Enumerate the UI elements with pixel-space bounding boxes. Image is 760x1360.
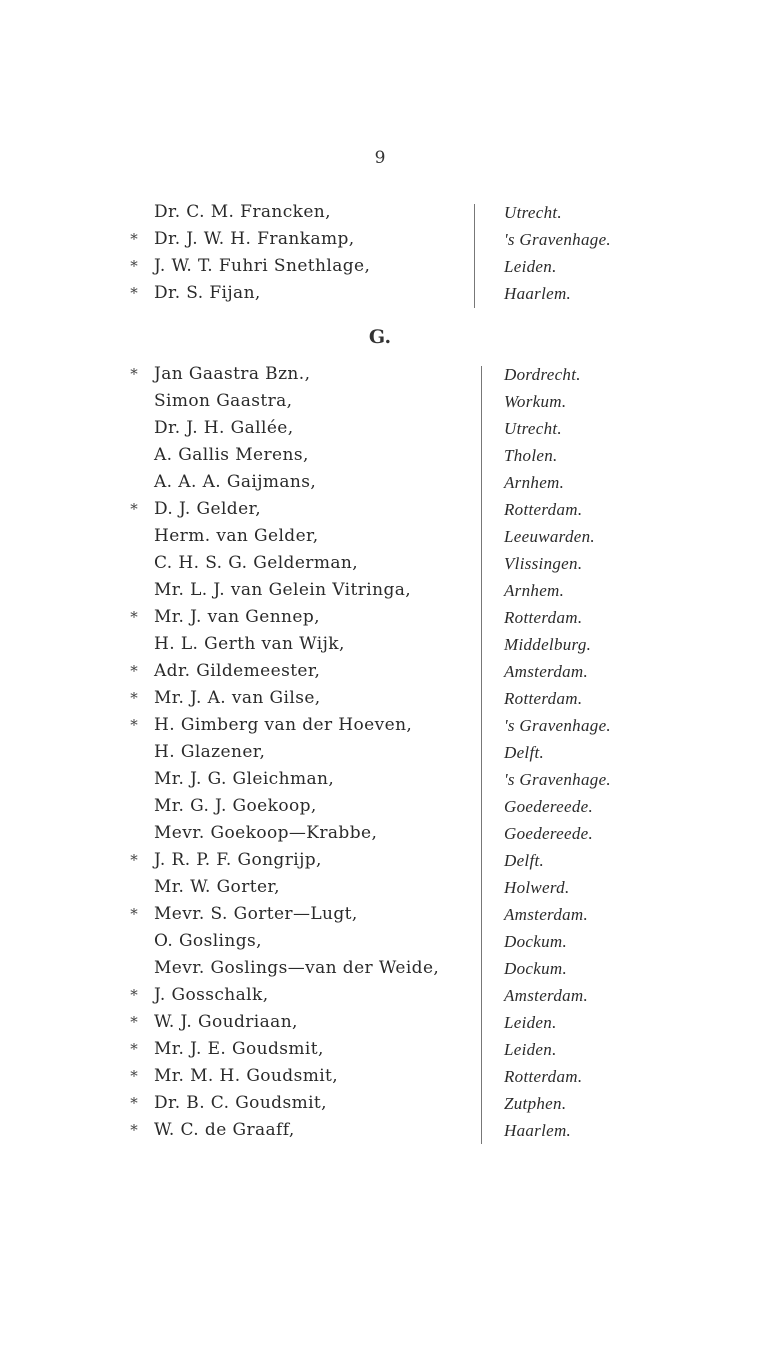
member-entry — [0, 685, 760, 712]
member-marker: * — [130, 716, 138, 734]
member-marker: * — [130, 257, 138, 275]
member-name: Dr. C. M. Francken, — [154, 202, 331, 222]
member-place: Workum. — [504, 392, 567, 411]
member-name: Mr. J. E. Goudsmit, — [154, 1039, 324, 1059]
member-entry — [0, 1063, 760, 1090]
member-entry — [0, 253, 760, 280]
member-entry — [0, 442, 760, 469]
member-place: Rotterdam. — [504, 608, 583, 627]
member-marker: * — [130, 662, 138, 680]
column-divider-top — [474, 204, 475, 308]
member-place: Goedereede. — [504, 797, 594, 816]
member-entry — [0, 577, 760, 604]
member-entry — [0, 982, 760, 1009]
member-place: Middelburg. — [504, 635, 592, 654]
member-name: A. Gallis Merens, — [154, 445, 309, 465]
member-place: 's Gravenhage. — [504, 230, 611, 249]
member-place: 's Gravenhage. — [504, 770, 611, 789]
member-marker: * — [130, 608, 138, 626]
member-entry — [0, 523, 760, 550]
member-entry — [0, 712, 760, 739]
member-entry — [0, 793, 760, 820]
member-name: Mevr. Goekoop—Krabbe, — [154, 823, 378, 843]
member-name: Herm. van Gelder, — [154, 526, 319, 546]
member-marker: * — [130, 1067, 138, 1085]
member-marker: * — [130, 1040, 138, 1058]
member-entry — [0, 415, 760, 442]
member-place: Zutphen. — [504, 1094, 567, 1113]
member-place: Vlissingen. — [504, 554, 583, 573]
member-place: Dordrecht. — [504, 365, 581, 384]
member-name: H. L. Gerth van Wijk, — [154, 634, 345, 654]
member-name: Simon Gaastra, — [154, 391, 293, 411]
member-marker: * — [130, 500, 138, 518]
member-place: Holwerd. — [504, 878, 570, 897]
member-name: W. C. de Graaff, — [154, 1120, 295, 1140]
member-place: Leiden. — [504, 257, 557, 276]
member-name: Mr. M. H. Goudsmit, — [154, 1066, 339, 1086]
member-name: J. W. T. Fuhri Snethlage, — [154, 256, 371, 276]
member-marker: * — [130, 365, 138, 383]
member-place: Arnhem. — [504, 473, 565, 492]
member-entry — [0, 928, 760, 955]
member-marker: * — [130, 284, 138, 302]
member-entry — [0, 226, 760, 253]
member-place: Arnhem. — [504, 581, 565, 600]
member-marker: * — [130, 1013, 138, 1031]
member-entry — [0, 1036, 760, 1063]
member-entry — [0, 550, 760, 577]
member-marker: * — [130, 1094, 138, 1112]
member-place: Dockum. — [504, 959, 567, 978]
member-name: A. A. A. Gaijmans, — [154, 472, 317, 492]
member-entry — [0, 847, 760, 874]
member-place: Delft. — [504, 743, 545, 762]
member-marker: * — [130, 905, 138, 923]
member-place: Leiden. — [504, 1013, 557, 1032]
member-marker: * — [130, 986, 138, 1004]
member-name: Dr. S. Fijan, — [154, 283, 261, 303]
member-place: Goedereede. — [504, 824, 594, 843]
member-name: O. Goslings, — [154, 931, 262, 951]
member-entry — [0, 766, 760, 793]
member-entry — [0, 604, 760, 631]
member-name: Mr. J. G. Gleichman, — [154, 769, 335, 789]
member-name: H. Gimberg van der Hoeven, — [154, 715, 413, 735]
member-entry — [0, 739, 760, 766]
member-entry — [0, 901, 760, 928]
member-marker: * — [130, 230, 138, 248]
member-entry — [0, 1090, 760, 1117]
member-place: Utrecht. — [504, 203, 562, 222]
member-entry — [0, 820, 760, 847]
member-place: Leeuwarden. — [504, 527, 595, 546]
member-entry — [0, 1009, 760, 1036]
member-entry — [0, 469, 760, 496]
member-entry — [0, 631, 760, 658]
member-name: Adr. Gildemeester, — [154, 661, 321, 681]
member-marker: * — [130, 689, 138, 707]
member-name: H. Glazener, — [154, 742, 266, 762]
member-name: Mr. W. Gorter, — [154, 877, 280, 897]
member-name: Dr. J. W. H. Frankamp, — [154, 229, 355, 249]
member-place: Rotterdam. — [504, 500, 583, 519]
column-divider-g — [481, 366, 482, 1144]
member-name: Mevr. Goslings—van der Weide, — [154, 958, 440, 978]
member-name: Mr. J. A. van Gilse, — [154, 688, 321, 708]
member-list-f-continued — [0, 199, 760, 307]
member-entry — [0, 388, 760, 415]
member-name: Mr. G. J. Goekoop, — [154, 796, 317, 816]
member-name: W. J. Goudriaan, — [154, 1012, 298, 1032]
member-entry — [0, 496, 760, 523]
member-place: Rotterdam. — [504, 689, 583, 708]
member-name: D. J. Gelder, — [154, 499, 262, 519]
member-name: C. H. S. G. Gelderman, — [154, 553, 359, 573]
member-name: Mr. L. J. van Gelein Vitringa, — [154, 580, 412, 600]
member-entry — [0, 361, 760, 388]
section-heading-g: G. — [368, 326, 392, 348]
member-entry — [0, 874, 760, 901]
member-marker: * — [130, 851, 138, 869]
member-entry — [0, 658, 760, 685]
member-entry — [0, 955, 760, 982]
member-place: Amsterdam. — [504, 986, 589, 1005]
member-place: Tholen. — [504, 446, 558, 465]
member-name: Jan Gaastra Bzn., — [154, 364, 311, 384]
member-name: Dr. J. H. Gallée, — [154, 418, 294, 438]
member-list-g — [0, 361, 760, 1144]
member-name: J. R. P. F. Gongrijp, — [154, 850, 322, 870]
member-place: Dockum. — [504, 932, 567, 951]
member-place: Amsterdam. — [504, 905, 589, 924]
member-entry — [0, 1117, 760, 1144]
member-place: Amsterdam. — [504, 662, 589, 681]
member-name: Dr. B. C. Goudsmit, — [154, 1093, 327, 1113]
member-entry — [0, 199, 760, 226]
member-place: Delft. — [504, 851, 545, 870]
member-entry — [0, 280, 760, 307]
member-place: Leiden. — [504, 1040, 557, 1059]
member-place: 's Gravenhage. — [504, 716, 611, 735]
member-name: Mr. J. van Gennep, — [154, 607, 320, 627]
member-place: Haarlem. — [504, 284, 572, 303]
member-name: J. Gosschalk, — [154, 985, 269, 1005]
member-place: Rotterdam. — [504, 1067, 583, 1086]
member-place: Utrecht. — [504, 419, 562, 438]
member-name: Mevr. S. Gorter—Lugt, — [154, 904, 358, 924]
member-place: Haarlem. — [504, 1121, 572, 1140]
member-marker: * — [130, 1121, 138, 1139]
page-number: 9 — [374, 148, 386, 168]
